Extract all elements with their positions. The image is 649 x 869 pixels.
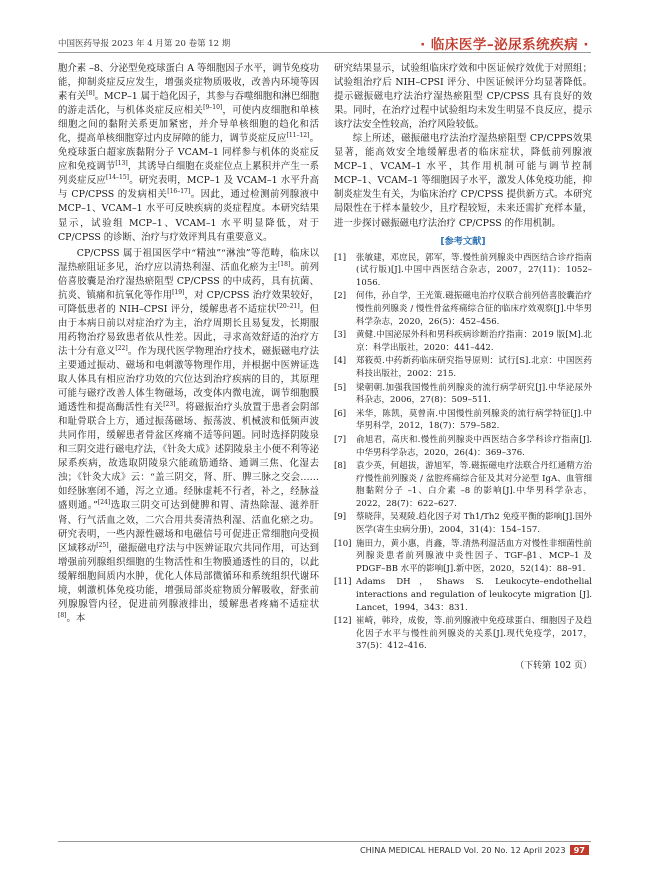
body-paragraph: 胞介素 –8、分泌型免疫球蛋白 A 等细胞因子水平，调节免疫功能，抑制炎症反应发生，增强炎症物质吸收，改善内环境等因素有关[8]。MCP–1 属于趋化因子，其参与吞噬细胞和淋巴细胞的游走活化，与机体炎症反应相关[9–10]，可使内皮细胞和单核细胞之间的黏附关系更加紧密，并介导单核细胞的趋化和活化，提高单核细胞穿过内皮屏障的能力，调节炎症反应[11–12]。免疫球蛋白超家族黏附分子 VCAM–1 同样参与机体的炎症反应和免疫调节[13]，其诱导白细胞在炎症位点上累积并产生一系列炎症反应[14–15]。研究表明，MCP–1 及 VCAM–1 水平升高与 CP/CPSS 的发病相关[16–17]。因此，通过检测前列腺液中 MCP–1、VCAM–1 水平可反映疾病的炎症程度。本研究结果显示，试验组 MCP–1、VCAM–1 水平明显降低，对于 CP/CPSS 的诊断、治疗与疗效评判具有重要意义。 bbox=[58, 63, 319, 243]
reference-item: [10] 施田力，黄小惠，肖鑫，等.清热利湿活血方对慢性非细菌性前列腺炎患者前列腺液中炎性因子、TGF–β1、MCP–1 及 PDGF–BB 水平的影响[J].新中医，2020，52(14)：88–91. bbox=[334, 538, 592, 574]
continued-note: （下转第 102 页） bbox=[515, 661, 592, 672]
footer-rule bbox=[58, 841, 591, 842]
reference-item: [1] 张敏建，邓庶民，郭军，等.慢性前列腺炎中西医结合诊疗指南(试行版)[J].中国中西医结合杂志，2007，27(11)：1052– 1056. bbox=[334, 252, 592, 288]
page-number: 97 bbox=[570, 845, 589, 855]
journal-header: 中国医药导报 2023 年 4 月第 20 卷第 12 期 bbox=[58, 39, 231, 49]
reference-item: [3] 黄健.中国泌尿外科和男科疾病诊断治疗指南：2019 版[M].北京：科学出版社，2020：441–442. bbox=[334, 330, 592, 353]
journal-footer-title: CHINA MEDICAL HERALD Vol. 20 No. 12 April 2023 bbox=[359, 845, 566, 855]
reference-list bbox=[334, 252, 592, 653]
reference-item: [8] 袁少英，何超拔，游旭军，等.磁振磁电疗法联合丹红通精方治疗慢性前列腺炎 / 盆腔疼痛综合征及其对分泌型 IgA、血管细胞黏附分子 –1、白介素 –8 的影响[J].中华男科学杂志，2022，28(7)：622–627. bbox=[334, 461, 592, 509]
reference-item: [11] Adams DH，Shaws S. Leukocyte–endothelial interactions and regulation of leukocyte migration [J]. Lancet，1994，343：831. bbox=[334, 577, 592, 613]
section-title: · 临床医学–泌尿系统疾病 · bbox=[420, 37, 589, 53]
reference-item: [4] 郑筱萸.中药新药临床研究指导原则：试行[S].北京：中国医药科技出版社，2002：215. bbox=[334, 356, 592, 379]
reference-item: [5] 梁朝朝.加强我国慢性前列腺炎的流行病学研究[J].中华泌尿外科杂志，2006，27(8)：509–511. bbox=[334, 382, 592, 406]
reference-item: [12] 崔崎，韩玲，成俊，等.前列腺液中免疫球蛋白、细胞因子及趋化因子水平与慢性前列腺炎的关系[J].现代免疫学，2017，37(5)：412–416. bbox=[334, 616, 592, 652]
reference-item: [6] 米华，陈凯，莫曾南.中国慢性前列腺炎的流行病学特征[J].中华男科学，2012，18(7)：579–582. bbox=[334, 408, 592, 432]
left-column bbox=[58, 62, 319, 626]
reference-item: [2] 何伟，孙自学，王光策.磁振磁电治疗仪联合前列倍喜胶囊治疗慢性前列腺炎 / 慢性骨盆疼痛综合征的临床疗效观察[J].中华男科学杂志，2020，26(5)：452–456. bbox=[334, 291, 592, 327]
body-paragraph: 研究结果显示，试验组临床疗效和中医证候疗效优于对照组；试验组治疗后 NIH–CPSI 评分、中医证候评分均显著降低。提示磁振磁电疗法治疗湿热瘀阻型 CP/CPSS 具有良好的效果。同时，在治疗过程中试验组均未发生明显不良反应，提示该疗法安全性较高，治疗风险较低。 bbox=[334, 63, 592, 131]
header-rule bbox=[58, 52, 591, 53]
page-footer bbox=[360, 845, 589, 855]
body-paragraph: 综上所述，磁振磁电疗法治疗湿热瘀阻型 CP/CPPS效果显著，能高效安全地缓解患者的临床症状，降低前列腺液 MCP–1、VCAM–1 水平，其作用机制可能与调节控制 MCP–1、VCAM–1 等细胞因子水平，激发人体免疫功能，抑制炎症发生有关，为临床治疗 CP/CPSS 提供新方式。本研究局限性在于样本量较少，且疗程较短，未来还需扩充样本量，进一步探讨磁振磁电疗法治疗 CP/CPSS 的作用机制。 bbox=[334, 133, 592, 229]
body-paragraph: CP/CPSS 属于祖国医学中“精浊”“淋浊”等范畴，临床以湿热瘀阻证多见，治疗应以清热利湿、活血化瘀为主[18]。前列倍喜胶囊是治疗湿热瘀阻型 CP/CPSS 的中成药，具有抗菌、抗炎、镇痛和抗氧化等作用[19]，对 CP/CPSS 治疗效果较好，可降低患者的 NIH–CPSI 评分，缓解患者不适症状[20–21]。但由于本病日前以对症治疗为主，治疗周期长且易复发，长期服用药物治疗易致患者依从性差。因此，寻求高效舒适的治疗方法十分有意义[22]。作为现代医学物理治疗技术，磁振磁电疗法主要通过振动、磁场和电刺激等物理作用，并根据中医辨证选取人体具有相应治疗功效的穴位达到治疗疾病的目的，其原理可能与磁疗改善人体生物磁场，改变体内微电流，调节细胞膜通透性和提高酶活性有关[23]。将磁振治疗头放置于患者会阴部和耻骨联合上方，通过振荡磁场、振荡波、机械波和低频声波共同作用，缓解患者骨盆区疼痛不适等问题。同时选择阴陵泉和三阴交进行磁电疗法，《针灸大成》述阴陵泉主小便不利等泌尿系疾病，故选取阴陵泉穴能疏筋通络、通调三焦、化湿去浊；《针灸大成》云：“盖三阴交，肾、肝、脾三脉之交会……如经脉塞闭不通，泻之立通。经脉虚耗不行者，补之，经脉益盛则通。”[24]选取三阴交可达到健脾和胃、清热除湿、滋养肝肾、行气活血之效，二穴合用共奏清热利湿、活血化瘀之功。研究表明，一些内源性磁场和电磁信号可促进正常细胞向受损区域移动[25]，磁振磁电疗法与中医辨证取穴共同作用，可达到增强前列腺组织细胞的生物活性和生物膜通透性的目的，以此缓解细胞间质内水肿，优化人体局部微循环和系统组织代谢环境，刺激机体免疫功能，增强局部炎症物质分解吸收，舒张前列腺腺管内径，促进前列腺液排出，缓解患者疼痛不适症状[8]。本 bbox=[58, 247, 319, 624]
reference-item: [7] 俞旭君，高庆和.慢性前列腺炎中西医结合多学科诊疗指南[J].中华男科学杂志，2020，26(4)：369–376. bbox=[334, 434, 592, 458]
references-heading: [参考文献] bbox=[440, 235, 486, 247]
reference-item: [9] 蔡晓萍，吴观陵.趋化因子对 Th1/Th2 免疫平衡的影响[J].国外医学(寄生虫病分册)，2004，31(4)：154–157. bbox=[334, 512, 592, 536]
right-column bbox=[334, 62, 592, 673]
